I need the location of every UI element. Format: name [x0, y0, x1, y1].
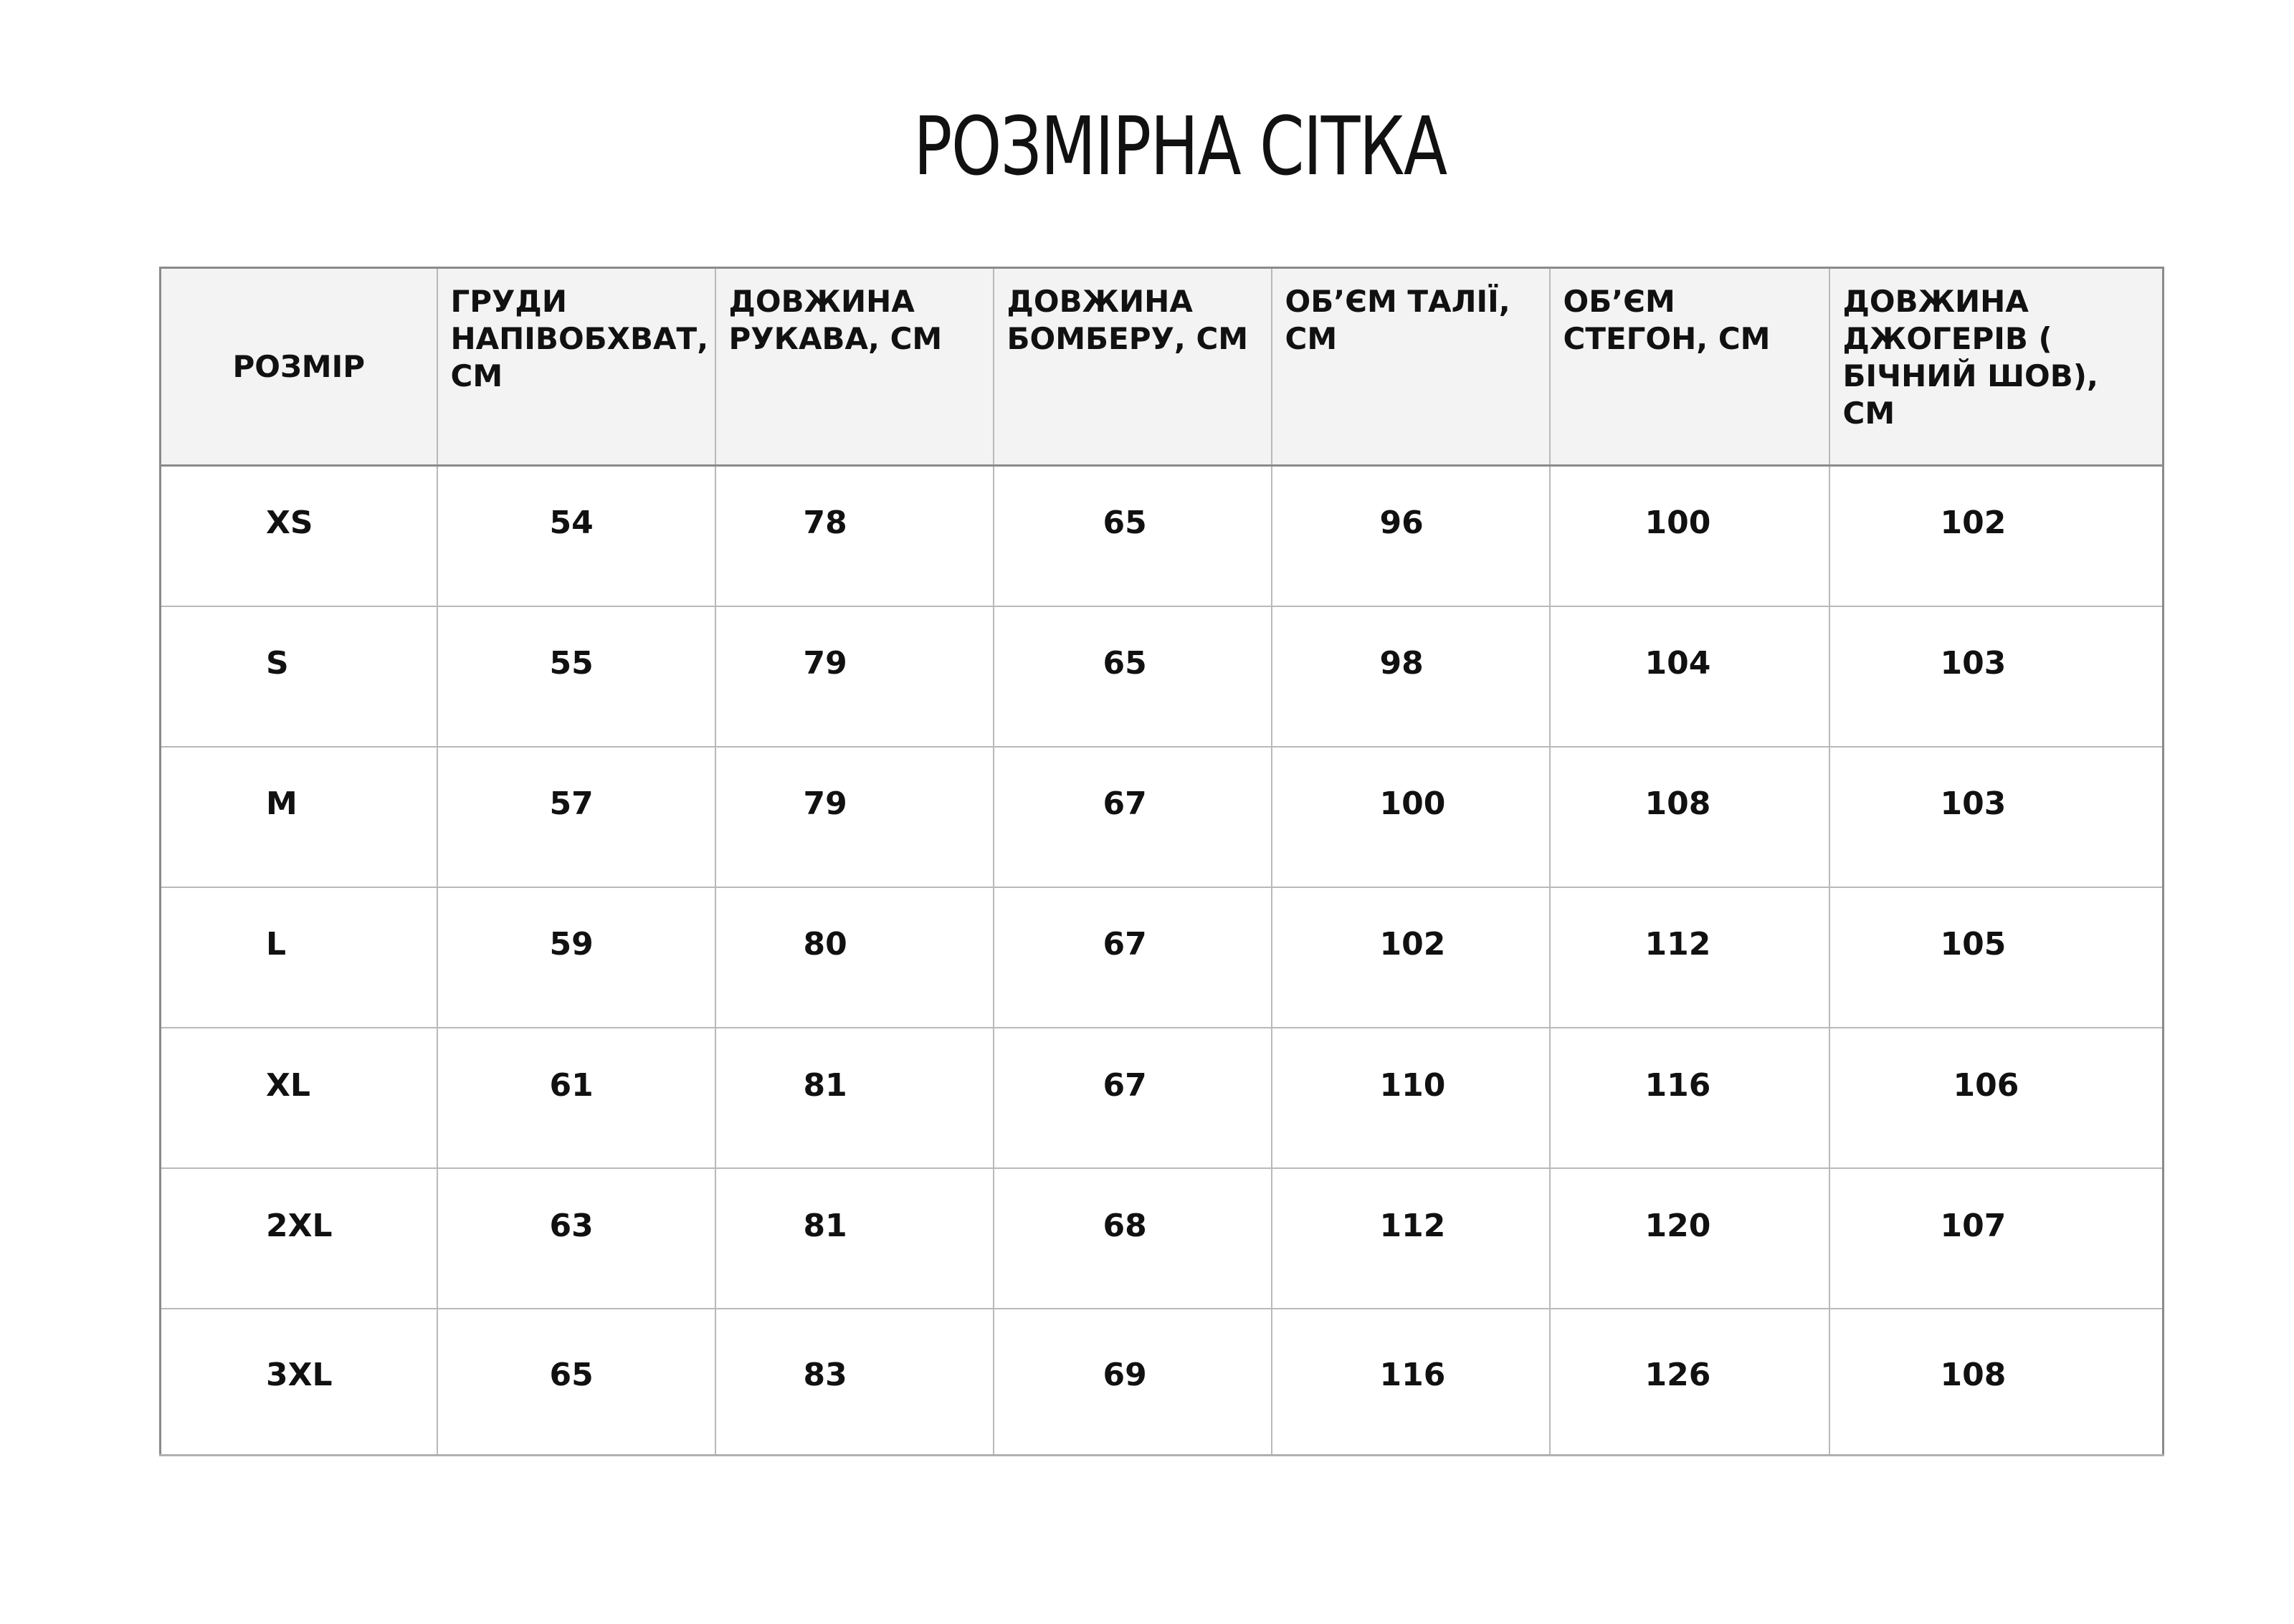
cell-joggers: 103 — [1829, 606, 2164, 747]
size-chart-table — [159, 267, 2164, 1456]
header-joggers-length: ДОВЖИНА ДЖОГЕРІВ ( БІЧНИЙ ШОВ), СМ — [1829, 268, 2164, 466]
header-sleeve-length: ДОВЖИНА РУКАВА, СМ — [715, 268, 994, 466]
cell-waist: 102 — [1272, 887, 1550, 1028]
cell-size: S — [161, 606, 437, 747]
header-hip-girth: ОБ’ЄМ СТЕГОН, СМ — [1550, 268, 1829, 466]
cell-waist: 110 — [1272, 1028, 1550, 1168]
cell-bomber: 68 — [994, 1168, 1272, 1309]
cell-size: L — [161, 887, 437, 1028]
cell-waist: 116 — [1272, 1309, 1550, 1455]
table-row — [161, 747, 2164, 887]
cell-sleeve: 81 — [715, 1168, 994, 1309]
cell-chest: 61 — [437, 1028, 715, 1168]
cell-hips: 120 — [1550, 1168, 1829, 1309]
table-header-row — [161, 268, 2164, 466]
cell-waist: 98 — [1272, 606, 1550, 747]
cell-bomber: 67 — [994, 1028, 1272, 1168]
cell-chest: 55 — [437, 606, 715, 747]
table-row — [161, 1168, 2164, 1309]
cell-sleeve: 78 — [715, 466, 994, 606]
cell-sleeve: 79 — [715, 606, 994, 747]
table-row — [161, 606, 2164, 747]
header-size: РОЗМІР — [161, 268, 437, 466]
cell-sleeve: 81 — [715, 1028, 994, 1168]
header-chest-half-girth: ГРУДИ НАПІВОБХВАТ, СМ — [437, 268, 715, 466]
cell-joggers: 107 — [1829, 1168, 2164, 1309]
cell-hips: 126 — [1550, 1309, 1829, 1455]
cell-chest: 65 — [437, 1309, 715, 1455]
page-title: РОЗМІРНА СІТКА — [913, 100, 1447, 194]
cell-chest: 57 — [437, 747, 715, 887]
cell-waist: 100 — [1272, 747, 1550, 887]
cell-size: 2XL — [161, 1168, 437, 1309]
cell-joggers: 102 — [1829, 466, 2164, 606]
cell-joggers: 103 — [1829, 747, 2164, 887]
cell-size: XS — [161, 466, 437, 606]
cell-joggers: 106 — [1829, 1028, 2164, 1168]
table-row — [161, 887, 2164, 1028]
cell-hips: 116 — [1550, 1028, 1829, 1168]
cell-sleeve: 80 — [715, 887, 994, 1028]
cell-size: XL — [161, 1028, 437, 1168]
table-row — [161, 466, 2164, 606]
cell-size: M — [161, 747, 437, 887]
cell-joggers: 105 — [1829, 887, 2164, 1028]
cell-joggers: 108 — [1829, 1309, 2164, 1455]
cell-sleeve: 83 — [715, 1309, 994, 1455]
cell-hips: 100 — [1550, 466, 1829, 606]
cell-chest: 54 — [437, 466, 715, 606]
table-row — [161, 1028, 2164, 1168]
cell-hips: 104 — [1550, 606, 1829, 747]
cell-hips: 112 — [1550, 887, 1829, 1028]
cell-bomber: 69 — [994, 1309, 1272, 1455]
cell-waist: 96 — [1272, 466, 1550, 606]
table-row — [161, 1309, 2164, 1455]
cell-sleeve: 79 — [715, 747, 994, 887]
cell-waist: 112 — [1272, 1168, 1550, 1309]
cell-chest: 59 — [437, 887, 715, 1028]
cell-bomber: 65 — [994, 606, 1272, 747]
header-waist-girth: ОБ’ЄМ ТАЛІЇ, СМ — [1272, 268, 1550, 466]
header-bomber-length: ДОВЖИНА БОМБЕРУ, СМ — [994, 268, 1272, 466]
cell-bomber: 67 — [994, 887, 1272, 1028]
cell-bomber: 67 — [994, 747, 1272, 887]
cell-bomber: 65 — [994, 466, 1272, 606]
cell-hips: 108 — [1550, 747, 1829, 887]
cell-size: 3XL — [161, 1309, 437, 1455]
cell-chest: 63 — [437, 1168, 715, 1309]
